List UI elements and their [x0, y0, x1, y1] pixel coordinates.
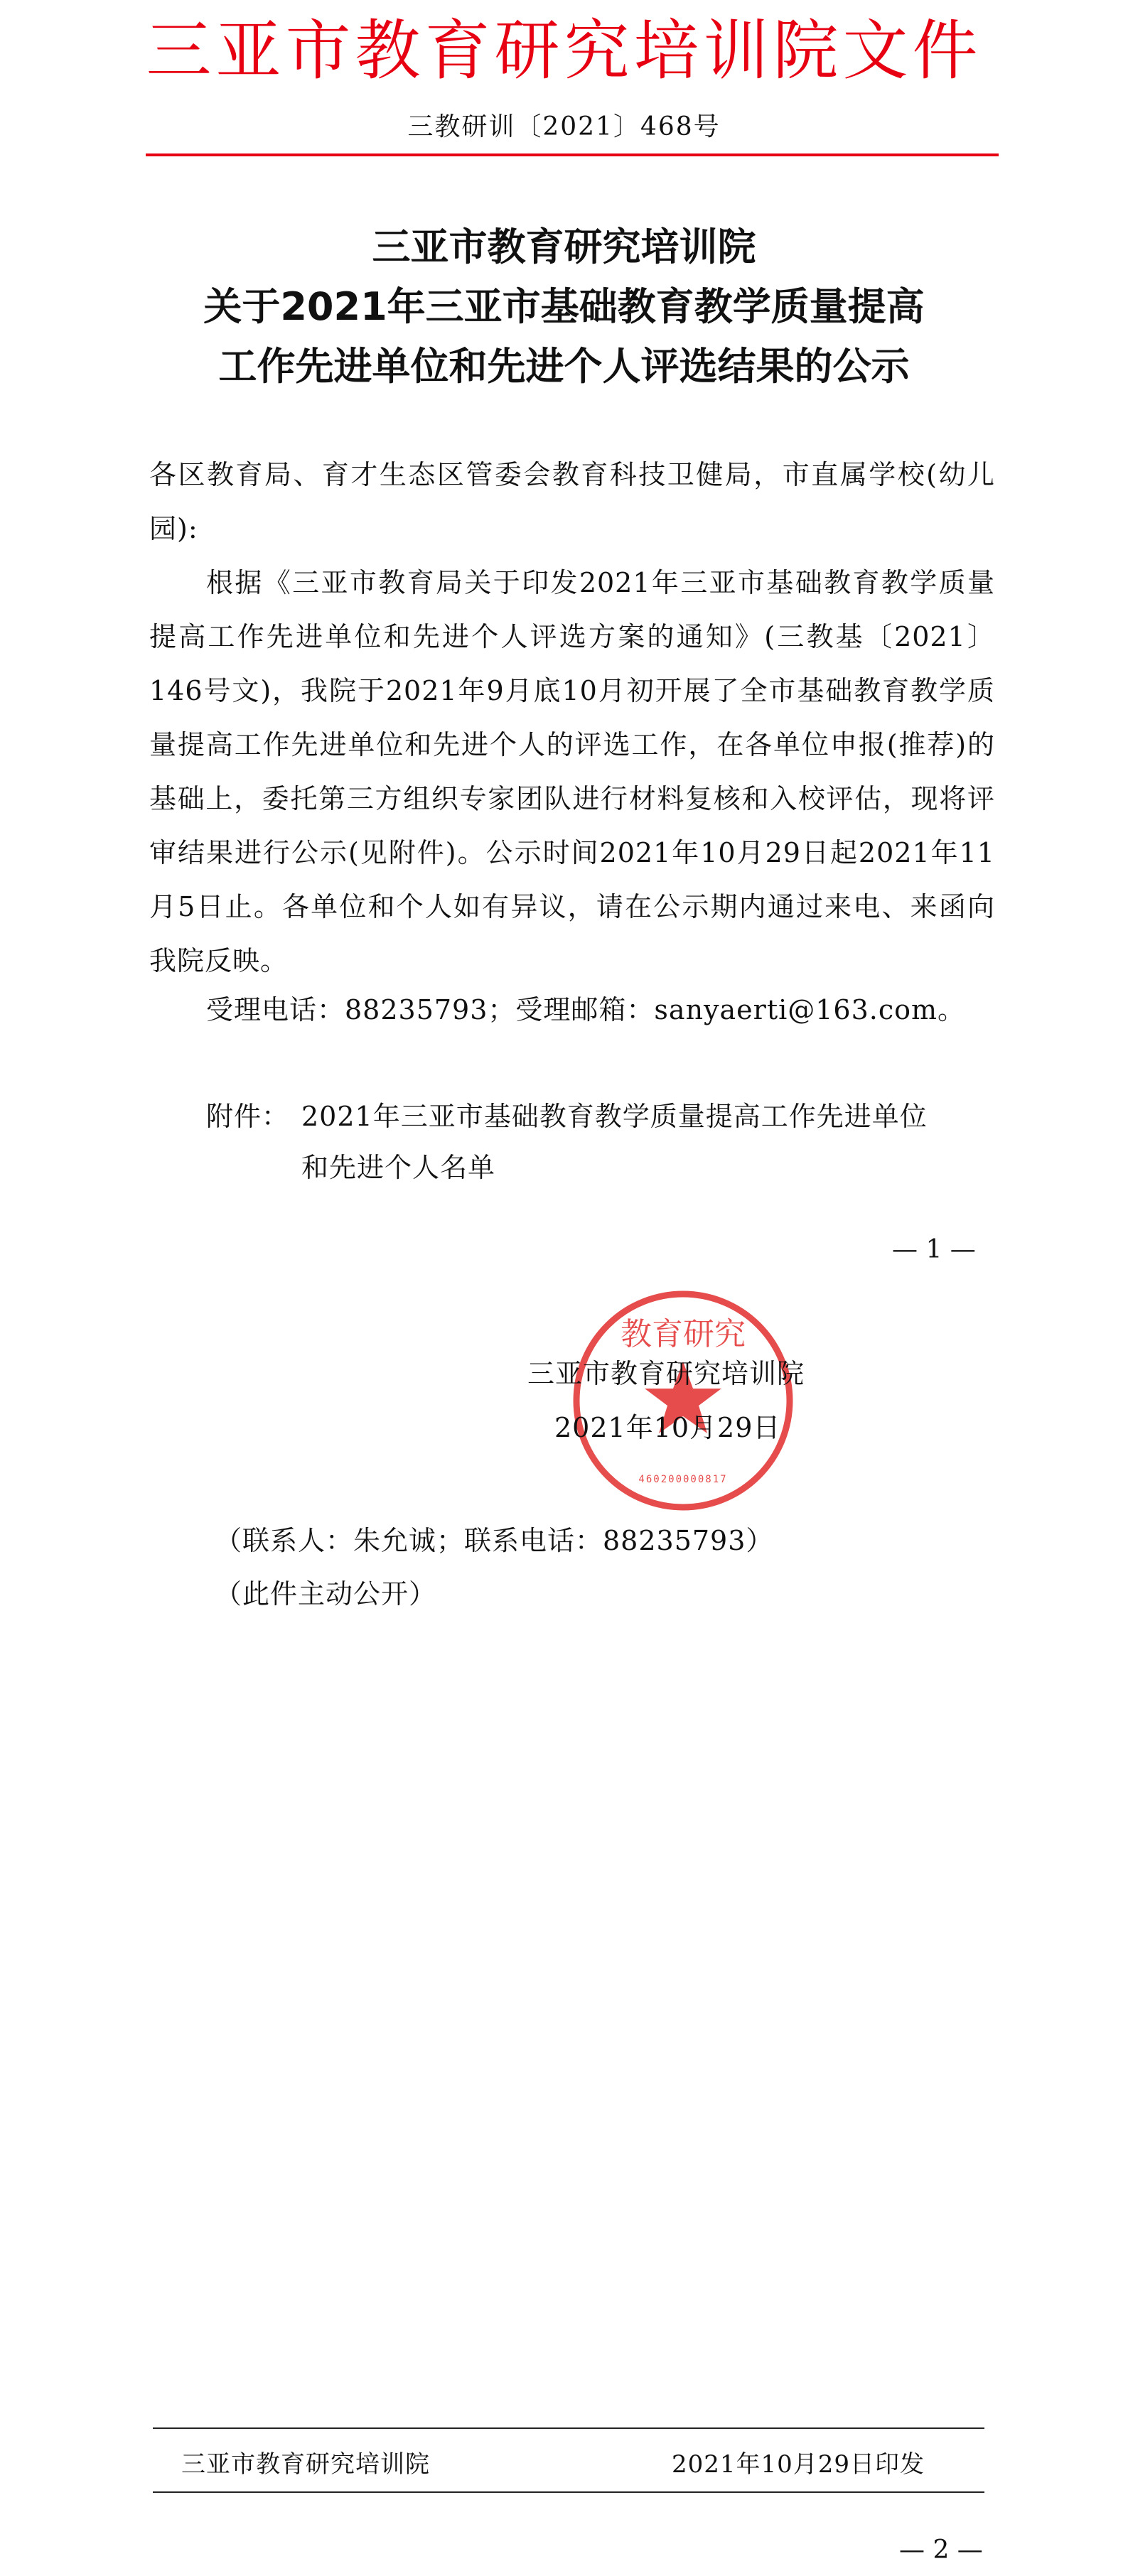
footer-top-rule [153, 2427, 984, 2429]
footer-org: 三亚市教育研究培训院 [181, 2450, 430, 2479]
seal-text: 教育研究 [621, 1316, 746, 1352]
footer-print-date: 2021年10月29日印发 [672, 2450, 925, 2479]
body-paragraph: 根据《三亚市教育局关于印发2021年三亚市基础教育教学质量提高工作先进单位和先进个人评选方案的通知》(三教基〔2021〕146号文)，我院于2021年9月底10月初开展了全市基础教育教学质量提高工作先进单位和先进个人的评选工作，在各单位申报(推荐)的基础上，委托第三方组织专家团队进行材料复核和入校评估，现将评审结果进行公示(见附件)。公示时间2021年10月29日起2021年11月5日止。各单位和个人如有异议，请在公示期内通过来电、来函向我院反映。 [149, 567, 995, 976]
contact-line: 受理电话：88235793；受理邮箱：sanyaerti@163.com。 [206, 994, 966, 1025]
title-line-2: 关于2021年三亚市基础教育教学质量提高 [203, 284, 925, 329]
addressee: 各区教育局、育才生态区管委会教育科技卫健局，市直属学校(幼儿园): [149, 459, 995, 544]
page-number-1: — 1 — [892, 1235, 976, 1264]
footer-bottom-rule [153, 2491, 984, 2493]
masthead-title: 三亚市教育研究培训院文件 [146, 13, 982, 89]
document-number: 三教研训〔2021〕468号 [407, 112, 721, 141]
attachment-label: 附件： [206, 1101, 290, 1132]
attachment-line-2: 和先进个人名单 [301, 1152, 496, 1183]
attachment-line-1: 2021年三亚市基础教育教学质量提高工作先进单位 [301, 1101, 928, 1132]
official-seal-icon [567, 1285, 799, 1516]
contact-person: （联系人：朱允诚；联系电话：88235793） [215, 1525, 774, 1556]
svg-text:460200000817: 460200000817 [638, 1474, 728, 1485]
page-number-2: — 2 — [899, 2535, 983, 2565]
title-line-1: 三亚市教育研究培训院 [372, 225, 756, 269]
signature-date: 2021年10月29日 [554, 1412, 781, 1443]
disclosure-note: （此件主动公开） [215, 1578, 437, 1610]
red-divider [146, 153, 999, 156]
title-line-3: 工作先进单位和先进个人评选结果的公示 [218, 344, 910, 389]
signature-org: 三亚市教育研究培训院 [527, 1358, 805, 1389]
